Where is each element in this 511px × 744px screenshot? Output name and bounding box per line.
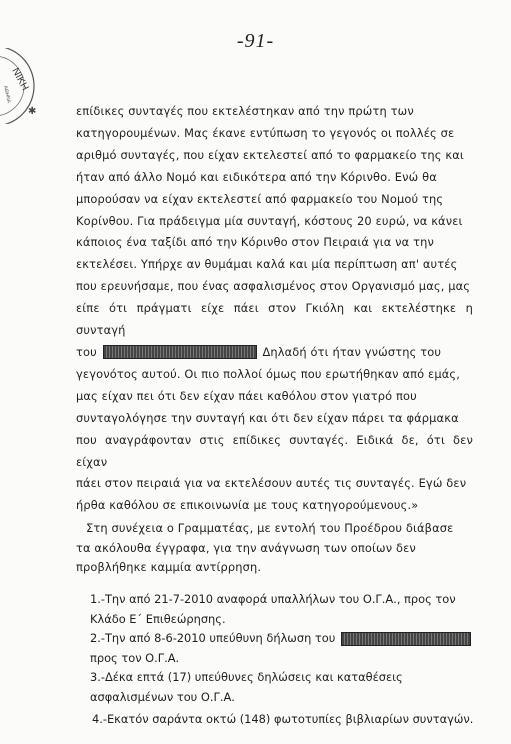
text-line-with-redaction [76,342,473,364]
text-line: είπε ότι πράγματι είχε πάει στον Γκιόλη και εκτελέστηκε η συνταγή [76,301,473,338]
text-line: συνταγολόγησε την συνταγή και ότι δεν είχαν πάρει τα φάρμακα [76,410,459,425]
line-end: Δηλαδή ότι ήταν γνώστης του [262,344,442,359]
list-item-line-with-redaction [90,629,473,649]
redaction-bar [103,345,257,359]
text-line: τα ακόλουθα έγγραφα, για την ανάγνωση των οποίων δεν [76,540,416,555]
text-line: προβλήθηκε καμμία αντίρρηση. [76,560,262,575]
list-item-line: ασφαλισμένων του Ο.Γ.Α. [90,689,235,704]
text-line: επίδικες συνταγές που εκτελέστηκαν από την πρώτη των [76,104,414,118]
text-line: πάει στον πειραιά για να εκτελέσουν αυτές τις συνταγές. Εγώ δεν [76,476,467,491]
text-line: που αναγράφονταν στις επίδικες συνταγές. Ειδικά δε, ότι δεν είχαν [76,432,473,469]
text-line: εκτελέσει. Υπήρχε αν θυμάμαι καλά και μία περίπτωση απ' αυτές [76,257,458,272]
text-line: αριθμό συνταγές, που είχαν εκτελεστεί από το φαρμακείο της και [76,147,464,162]
stamp-star: ✱ [28,106,37,117]
text-line: που ερευνήσαμε, που ένας ασφαλισμένος στον Οργανισμό μας, μας [76,279,471,294]
list-item-line: 4.-Εκατόν σαράντα οκτώ (148) φωτοτυπίες βιβλιαρίων συνταγών. [92,712,474,726]
documents-list [90,590,473,708]
list-item-line: 3.-Δέκα επτά (17) υπεύθυνες δηλώσεις και καταθέσεις [90,670,403,685]
text-line: μας είχαν πει ότι δεν είχαν πάει καθόλου στον γιατρό που [76,388,417,403]
text-line: Στη συνέχεια ο Γραμματέας, με εντολή του Προέδρου διάβασε [86,521,454,535]
line-start: 2.-Την από 8-6-2010 υπεύθυνη δήλωση του [90,631,336,646]
list-item-line: Κλάδο Ε΄ Επιθεώρησης. [90,611,226,626]
list-item-line: προς τον Ο.Γ.Α. [90,650,180,665]
text-line: κάποιος ένα ταξίδι από την Κόρινθο στον Πειραιά για να την [76,235,434,250]
redaction-bar [341,632,471,646]
text-line: κατηγορουμένων. Μας έκανε εντύπωση το γεγονός οι πολλές σε [76,125,455,140]
page-number: -91- [236,30,275,52]
documents-read-paragraph [76,519,473,578]
text-line: ήταν από άλλο Νομό και ειδικότερα από την Κόρινθο. Ενώ θα [76,169,437,184]
line-start: του [76,344,97,359]
stamp-text-top: ΝΙΚΗ [9,66,31,93]
testimony-paragraph [76,101,473,517]
stamp-seal [0,48,44,124]
stamp-text-inner: ΑΘΗΝΑ [2,85,12,104]
text-line: ήρθα καθόλου σε επικοινωνία με τους κατηγορούμενους.» [76,498,419,513]
text-line: μπορούσαν να είχαν εκτελεστεί από φαρμακείο του Νομού της [76,191,444,206]
text-line: γεγονότος αυτού. Οι πιο πολλοί όμως που ερωτήθηκαν από εμάς, [76,366,460,381]
text-line: Κορίνθου. Για πράδειγμα μία συνταγή, κόστους 20 ευρώ, να κάνει [76,213,463,228]
list-item-line: 1.-Την από 21-7-2010 αναφορά υπαλλήλων του Ο.Γ.Α., προς τον [90,592,456,606]
